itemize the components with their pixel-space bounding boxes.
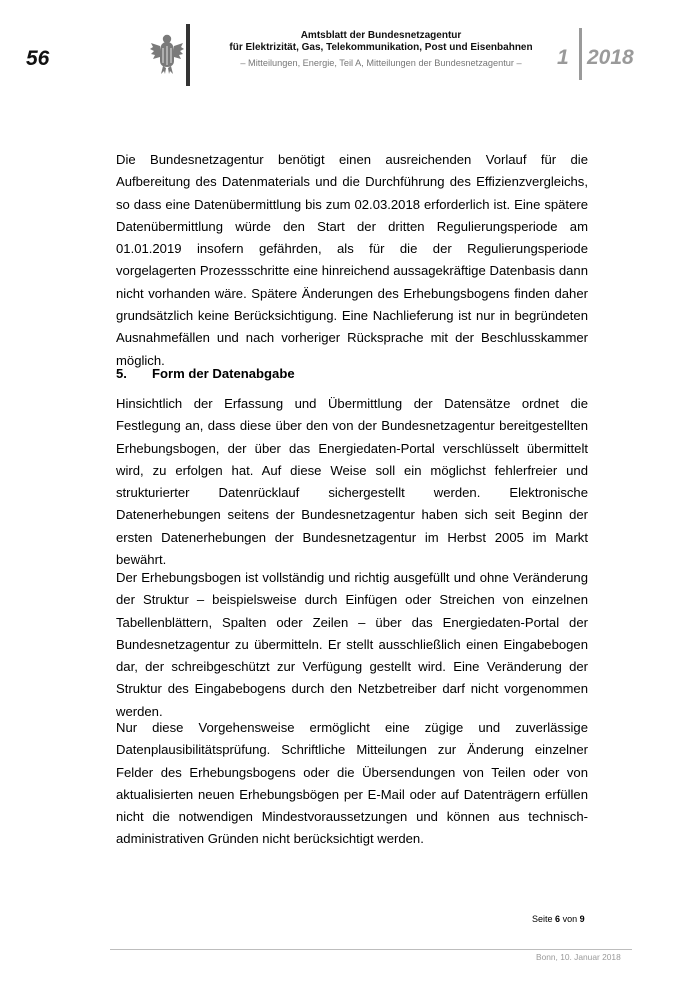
gazette-title-line1: Amtsblatt der Bundesnetzagentur <box>300 30 462 41</box>
gazette-title <box>196 30 566 54</box>
page-counter-prefix: Seite <box>532 914 553 924</box>
body-paragraph: Hinsichtlich der Erfassung und Übermittlung der Datensätze ordnet die Festlegung an, dass diese über den von der Bundesnetzagentur bereitgestellten Erhebungsbogen, der über das Energiedaten-Portal verschlüsselt übermittelt wird, zu erfolgen hat. Auf diese Weise soll ein möglichst fehlerfreier und strukturierter Datenrücklauf sichergestellt werden. Elektronische Datenerhebungen seitens der Bundesnetzagentur haben sich seit Beginn der ersten Datenerhebungen der Bundesnetzagentur im Herbst 2005 im Markt bewährt. <box>116 396 588 568</box>
section-number: 5. <box>116 366 127 381</box>
body-paragraph-3-block <box>116 567 588 723</box>
body-paragraph: Die Bundesnetzagentur benötigt einen ausreichenden Vorlauf für die Aufbereitung des Datenmaterials und die Durchführung des Effizienzvergleichs, so dass eine Datenübermittlung bis zum 02.03.2018 erforderlich ist. Eine spätere Datenübermittlung würde den Start der dritten Regulierungsperiode am 01.01.2019 insofern gefährden, als für die der Regulierungsperiode vorgelagerten Prozessschritte eine hinreichend aussagekräftige Datenbasis dann nicht vorhanden wäre. Spätere Änderungen des Erhebungsbogens finden daher grundsätzlich keine Berücksichtigung. Eine Nachlieferung ist nur in begründeten Ausnahmefällen und nach vorheriger Rücksprache mit der Beschlusskammer möglich. <box>116 152 588 368</box>
section-title: Form der Datenabgabe <box>152 366 295 381</box>
gazette-title-line2: für Elektrizität, Gas, Telekommunikation, Post und Eisenbahnen <box>229 42 533 53</box>
federal-eagle-icon <box>150 33 184 75</box>
page-counter-total: 9 <box>579 914 585 924</box>
section-heading <box>116 366 295 381</box>
footer-divider <box>110 949 632 950</box>
issue-number: 1 <box>557 46 569 69</box>
page-counter <box>532 914 585 924</box>
body-paragraph: Der Erhebungsbogen ist vollständig und richtig ausgefüllt und ohne Veränderung der Struktur – beispielsweise durch Einfügen oder Streichen von einzelnen Tabellenblättern, Spalten oder Zeilen – über das Energiedaten-Portal der Bundesnetzagentur zu übermitteln. Er stellt ausschließlich einen Eingabebogen dar, der schreibgeschützt zur Verfügung gestellt wird. Eine Veränderung der Struktur des Eingabebogens durch den Netzbetreiber darf nicht vorgenommen werden. <box>116 570 588 719</box>
header-divider <box>186 24 190 86</box>
page-number: 56 <box>26 47 50 70</box>
body-paragraph-1-block <box>116 149 588 372</box>
gazette-subtitle: – Mitteilungen, Energie, Teil A, Mitteilungen der Bundesnetzagentur – <box>240 58 522 68</box>
body-paragraph-2-block <box>116 393 588 571</box>
body-paragraph: Nur diese Vorgehensweise ermöglicht eine zügige und zuverlässige Datenplausibilitätsprüfung. Schriftliche Mitteilungen zur Änderung einzelner Felder des Erhebungsbogens oder die Übersendungen von Teilen oder von aktualisierten neuen Erhebungsbögen per E-Mail oder auf Datenträgern erfüllen nicht die notwendigen Mindestvoraussetzungen und können aus technisch-administrativen Gründen nicht berücksichtigt werden. <box>116 720 588 847</box>
page-counter-current: 6 <box>555 914 561 924</box>
footer-date: Bonn, 10. Januar 2018 <box>536 952 621 962</box>
page-counter-separator: von <box>562 914 578 924</box>
body-paragraph-4-block <box>116 717 588 851</box>
issue-divider <box>579 28 582 80</box>
issue-year: 2018 <box>587 46 634 69</box>
